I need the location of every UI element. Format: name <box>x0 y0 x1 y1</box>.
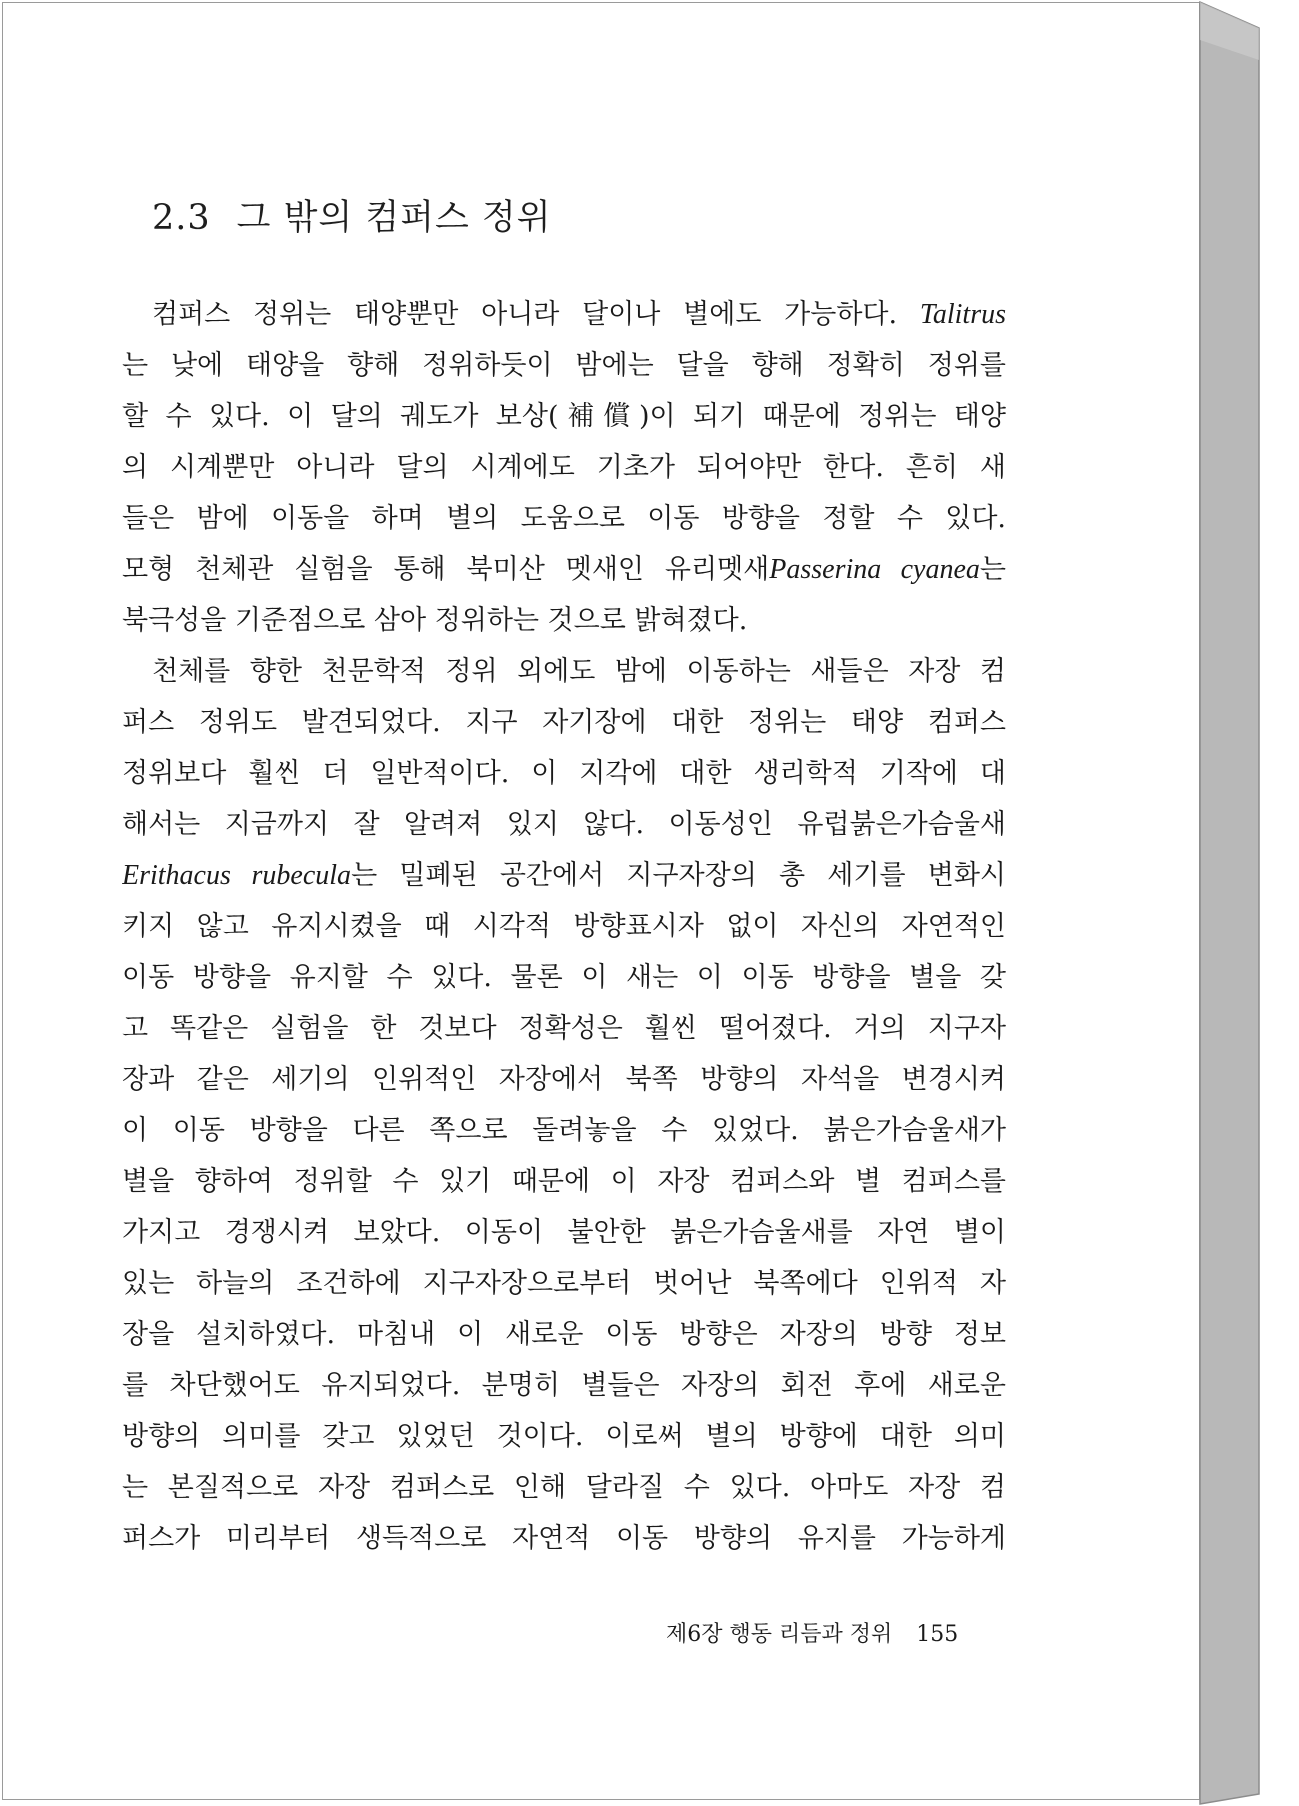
text-line: 키지 않고 유지시켰을 때 시각적 방향표시자 없이 자신의 자연적인 <box>122 911 1006 942</box>
text-line: 천체를 향한 천문학적 정위 외에도 밤에 이동하는 새들은 자장 컴 <box>152 656 1006 687</box>
text-line: 정위보다 훨씬 더 일반적이다. 이 지각에 대한 생리학적 기작에 대 <box>122 758 1006 789</box>
text-line: 북극성을 기준점으로 삼아 정위하는 것으로 밝혀졌다. <box>122 605 748 636</box>
text-line: 컴퍼스 정위는 태양뿐만 아니라 달이나 별에도 가능하다. Talitrus <box>152 299 1006 330</box>
text-line: 는 본질적으로 자장 컴퍼스로 인해 달라질 수 있다. 아마도 자장 컴 <box>122 1472 1006 1503</box>
text-line: 고 똑같은 실험을 한 것보다 정확성은 훨씬 떨어졌다. 거의 지구자 <box>122 1013 1006 1044</box>
text-line: 모형 천체관 실험을 통해 북미산 멧새인 유리멧새Passerina cyanea는 <box>122 554 1006 585</box>
text-line: 장과 같은 세기의 인위적인 자장에서 북쪽 방향의 자석을 변경시켜 <box>122 1064 1006 1095</box>
text-line: 가지고 경쟁시켜 보았다. 이동이 불안한 붉은가슴울새를 자연 별이 <box>122 1217 1006 1248</box>
text-line: 들은 밤에 이동을 하며 별의 도움으로 이동 방향을 정할 수 있다. <box>122 503 1006 534</box>
text-line: 를 차단했어도 유지되었다. 분명히 별들은 자장의 회전 후에 새로운 <box>122 1370 1006 1401</box>
text-line: 이동 방향을 유지할 수 있다. 물론 이 새는 이 이동 방향을 별을 갖 <box>122 962 1006 993</box>
text-line: 할 수 있다. 이 달의 궤도가 보상(補償)이 되기 때문에 정위는 태양 <box>122 401 1006 432</box>
section-title: 그 밖의 컴퍼스 정위 <box>236 198 552 238</box>
page-number: 155 <box>916 1622 959 1647</box>
chapter-title: 제6장 행동 리듬과 정위 <box>666 1622 893 1647</box>
text-line: 퍼스 정위도 발견되었다. 지구 자기장에 대한 정위는 태양 컴퍼스 <box>122 707 1006 738</box>
text-line: 있는 하늘의 조건하에 지구자장으로부터 벗어난 북쪽에다 인위적 자 <box>122 1268 1006 1299</box>
text-line: 해서는 지금까지 잘 알려져 있지 않다. 이동성인 유럽붉은가슴울새 <box>122 809 1006 840</box>
text-line: 는 낮에 태양을 향해 정위하듯이 밤에는 달을 향해 정확히 정위를 <box>122 350 1006 381</box>
text-line: 이 이동 방향을 다른 쪽으로 돌려놓을 수 있었다. 붉은가슴울새가 <box>122 1115 1006 1146</box>
body-text <box>122 289 1006 1564</box>
text-line: 방향의 의미를 갖고 있었던 것이다. 이로써 별의 방향에 대한 의미 <box>122 1421 1006 1452</box>
section-heading <box>152 190 552 240</box>
section-number: 2.3 <box>152 198 211 238</box>
text-line: 의 시계뿐만 아니라 달의 시계에도 기초가 되어야만 한다. 흔히 새 <box>122 452 1006 483</box>
text-line: 장을 설치하였다. 마침내 이 새로운 이동 방향은 자장의 방향 정보 <box>122 1319 1006 1350</box>
page-edge-3d <box>1199 0 1299 1806</box>
text-line: 퍼스가 미리부터 생득적으로 자연적 이동 방향의 유지를 가능하게 <box>122 1523 1006 1554</box>
text-line: Erithacus rubecula는 밀폐된 공간에서 지구자장의 총 세기를 변화시 <box>122 860 1006 891</box>
running-footer <box>666 1617 958 1648</box>
text-line: 별을 향하여 정위할 수 있기 때문에 이 자장 컴퍼스와 별 컴퍼스를 <box>122 1166 1006 1197</box>
paragraphs <box>122 289 1006 1564</box>
